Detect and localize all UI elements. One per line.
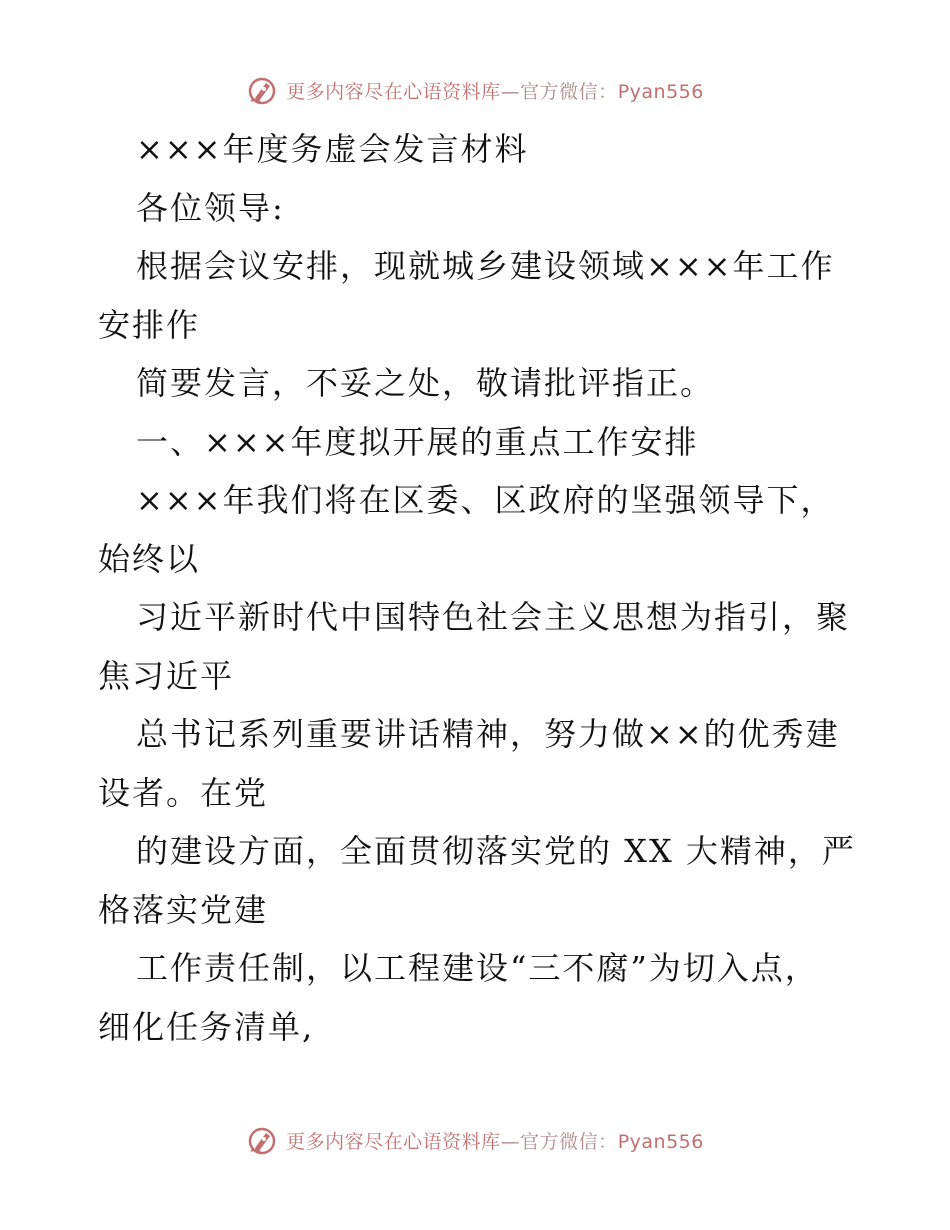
paragraph-line: 设者。在党 <box>98 773 269 812</box>
paragraph-line: 安排作 <box>98 305 201 344</box>
pen-nib-circle-icon <box>246 1124 278 1156</box>
watermark-brand: 更多内容尽在心语资料库 <box>286 1130 501 1153</box>
pen-nib-circle-icon <box>246 74 278 106</box>
paragraph-line: 简要发言，不妥之处，敬请批评指正。 <box>136 364 715 402</box>
watermark-brand: 更多内容尽在心语资料库 <box>286 80 501 103</box>
header-watermark <box>0 72 950 108</box>
paragraph-line: 细化任务清单, <box>98 1007 315 1046</box>
paragraph-line: ×××年我们将在区委、区政府的坚强领导下， <box>136 481 835 519</box>
paragraph-line: 始终以 <box>98 539 201 578</box>
salutation: 各位领导: <box>136 188 285 227</box>
watermark-separator: — <box>500 80 521 103</box>
watermark-separator: — <box>500 1130 521 1153</box>
section-heading: 一、×××年度拟开展的重点工作安排 <box>136 422 699 461</box>
paragraph-line: 工作责任制，以工程建设“三不腐”为切入点， <box>136 949 819 987</box>
document-title: ×××年度务虚会发言材料 <box>136 130 529 168</box>
paragraph-line: 根据会议安排，现就城乡建设领域×××年工作 <box>136 247 835 285</box>
paragraph-line: 格落实党建 <box>98 890 269 929</box>
watermark-text <box>286 1127 704 1154</box>
watermark-label: 官方微信： <box>520 1130 618 1153</box>
paragraph-line: 焦习近平 <box>98 656 235 695</box>
footer-watermark <box>0 1122 950 1158</box>
paragraph-line: 的建设方面，全面贯彻落实党的 XX 大精神，严 <box>136 832 856 870</box>
paragraph-line: 总书记系列重要讲话精神，努力做××的优秀建 <box>136 715 840 753</box>
watermark-label: 官方微信： <box>520 80 618 103</box>
watermark-text <box>286 77 704 104</box>
paragraph-line: 习近平新时代中国特色社会主义思想为指引，聚 <box>136 598 851 636</box>
document-body <box>98 120 858 1056</box>
watermark-wechat-id: Pyan556 <box>617 80 704 103</box>
watermark-wechat-id: Pyan556 <box>617 1130 704 1153</box>
